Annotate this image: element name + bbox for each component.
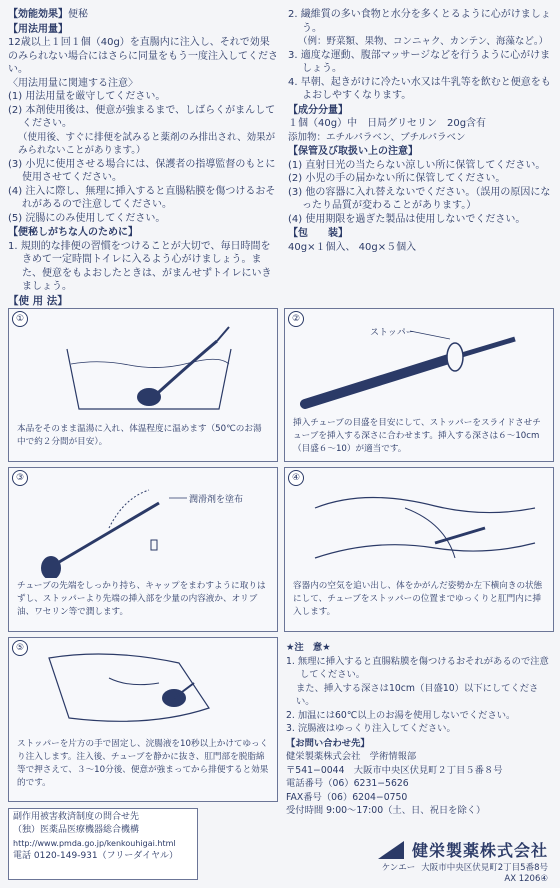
step-3-caption: チューブの先端をしっかり持ち、キャップをまわすように取りはずし、ストッパーより先端の挿入部を少量の内容液か、オリブ油、ワセリン等で潤します。	[17, 581, 266, 617]
lubricant-illustration	[9, 468, 277, 578]
usage-text: 12歳以上１回１個（40g）を直腸内に注入し、それで効果のみられない場合にはさらに同量をもう一度注入してください。	[8, 37, 278, 75]
relief-line-2: （独）医薬品医療機器総合機構	[13, 825, 140, 835]
storage-3: (3) 他の容器に入れ替えないでください。（誤用の原因になったり品質が変わることがあります。）	[288, 186, 551, 211]
note-2-detail: （使用後、すぐに排便を試みると薬剤のみ排出され、効果がみられないことがあります。）	[18, 131, 276, 156]
step-2-panel	[284, 308, 554, 462]
stopper-label: ストッパー	[370, 328, 415, 338]
stopper-illustration	[285, 309, 553, 409]
usage-title: 【用法用量】	[8, 23, 68, 35]
tip-3: 3. 適度な運動、腹部マッサージなどを行うように心がけましょう。	[288, 49, 551, 74]
contact-line-2: 〒541−0044 大阪市中央区伏見町２丁目５番８号	[286, 764, 503, 776]
step-5-number: ⑤	[12, 640, 28, 656]
caution-1b: また、挿入する深さは10cm（目盛10）以下にしてください。	[296, 682, 539, 707]
package-title: 【包 装】	[288, 228, 348, 239]
relief-url[interactable]: http://www.pmda.go.jp/kenkouhigai.html	[13, 839, 176, 848]
tip-2-example: （例：野菜類、果物、コンニャク、カンテン、海藻など。）	[298, 36, 549, 47]
step-4-caption: 容器内の空気を追い出し、体をかがんだ姿勢か左下横向きの状態にして、チューブをストッパーの位置までゆっくりと肛門内に挿入します。	[293, 581, 543, 617]
step-5-caption: ストッパーを片方の手で固定し、浣腸液を10秒以上かけてゆっくり注入します。注入後、チューブを静かに抜き、肛門部を脱脂綿等で押さえて、３〜10分後、便意が強まってから排便すると効果的です。	[17, 739, 269, 788]
step-3-number: ③	[12, 470, 28, 486]
effect-title: 【効能効果】	[8, 9, 68, 20]
package-text: 40g×１個入、 40g×５個入	[288, 241, 417, 253]
company-block	[376, 838, 548, 873]
contact-line-5: 受付時間 9:00〜17:00（土、日、祝日を除く）	[286, 805, 486, 816]
right-column	[288, 8, 552, 254]
left-column	[8, 8, 278, 294]
note-5: (5) 浣腸にのみ使用してください。	[8, 212, 166, 224]
warm-water-illustration	[9, 309, 277, 419]
note-2: (2) 本剤使用後は、便意が強まるまで、しばらくがまんしてください。	[8, 104, 276, 129]
company-name: 健栄製薬株式会社	[411, 841, 548, 860]
step-2-caption: 挿入チューブの目盛を目安にして、ストッパーをスライドさせチューブを挿入する深さに合わせます。挿入する深さは６〜10cm（目盛６〜10）が適当です。	[293, 418, 541, 454]
company-logo-icon	[376, 839, 406, 861]
step-2-number: ②	[288, 311, 304, 327]
constipation-title: 【便秘しがちな人のために】	[8, 227, 138, 238]
additives-text: 添加物：エチルパラベン、ブチルパラベン	[288, 131, 466, 143]
caution-2: 2. 加温には60℃以上のお湯を使用しないでください。	[286, 709, 516, 721]
step-3-panel	[8, 467, 278, 632]
relief-phone: 電話 0120-149-931（フリーダイヤル）	[13, 851, 178, 861]
step-1-number: ①	[12, 311, 28, 327]
storage-1: (1) 直射日光の当たらない涼しい所に保管してください。	[288, 159, 546, 171]
storage-4: (4) 使用期限を過ぎた製品は使用しないでください。	[288, 213, 526, 225]
note-1: (1) 用法用量を厳守してください。	[8, 91, 166, 102]
caution-title: ★注 意★	[286, 642, 331, 653]
contact-line-4: FAX番号（06）6204−0750	[286, 791, 408, 803]
insertion-posture-illustration	[285, 468, 553, 578]
caution-1: 1. 無理に挿入すると直腸粘膜を傷つけるおそれがあるので注意してください。	[286, 655, 549, 680]
contact-line-1: 健栄製薬株式会社 学術情報部	[286, 751, 417, 762]
step-1-panel	[8, 308, 278, 462]
note-3: (3) 小児に使用させる場合には、保護者の指導監督のもとに使用させてください。	[8, 158, 276, 183]
caution-3: 3. 浣腸液はゆっくり注入してください。	[286, 723, 456, 734]
contact-line-3: 電話番号（06）6231−5626	[286, 778, 409, 789]
company-address: 大阪市中央区伏見町2丁目5番8号	[421, 863, 548, 873]
step-4-number: ④	[288, 470, 304, 486]
caution-section	[286, 640, 552, 818]
injection-illustration	[9, 638, 277, 733]
relief-system-box	[8, 808, 198, 880]
effect-text: 便秘	[68, 9, 88, 20]
constipation-item-1: 1. 規則的な排便の習慣をつけることが大切で、毎日時間をきめて一定時間トイレに入るよう心がけましょう。また、便意をもよおしたときは、がまんせずトイレにいきましょう。	[8, 240, 272, 292]
tip-4: 4. 早朝、起きがけに冷たい水又は牛乳等を飲むと便意をもよおしやすくなります。	[288, 76, 551, 101]
storage-2: (2) 小児の手の届かない所に保管してください。	[288, 173, 506, 184]
relief-line-1: 副作用被害救済制度の問合せ先	[13, 812, 140, 822]
composition-title: 【成分分量】	[288, 104, 348, 116]
storage-title: 【保管及び取扱い上の注意】	[288, 146, 418, 157]
tip-2: 2. 繊維質の多い食物と水分を多くとるように心がけましょう。	[288, 9, 551, 34]
document-code: AX 1206④	[504, 874, 548, 884]
composition-text: １個（40g）中 日局グリセリン 20g含有	[288, 118, 487, 129]
step-1-caption: 本品をそのまま温湯に入れ、体温程度に温めます（50℃のお湯中で約２分間が目安）。	[17, 424, 262, 447]
contact-title: 【お問い合わせ先】	[286, 737, 370, 749]
step-5-panel	[8, 637, 278, 802]
step-4-panel	[284, 467, 554, 632]
usage-note-title: 〈用法用量に関連する注意〉	[8, 77, 138, 89]
usage-section-title: 【使 用 法】	[8, 295, 68, 307]
note-4: (4) 注入に際し、無理に挿入すると直腸粘膜を傷つけるおそれがあるので注意してください。	[8, 185, 276, 210]
lube-label: 潤滑剤を塗布	[189, 495, 244, 505]
company-logo-text: ケンエー	[381, 863, 416, 873]
